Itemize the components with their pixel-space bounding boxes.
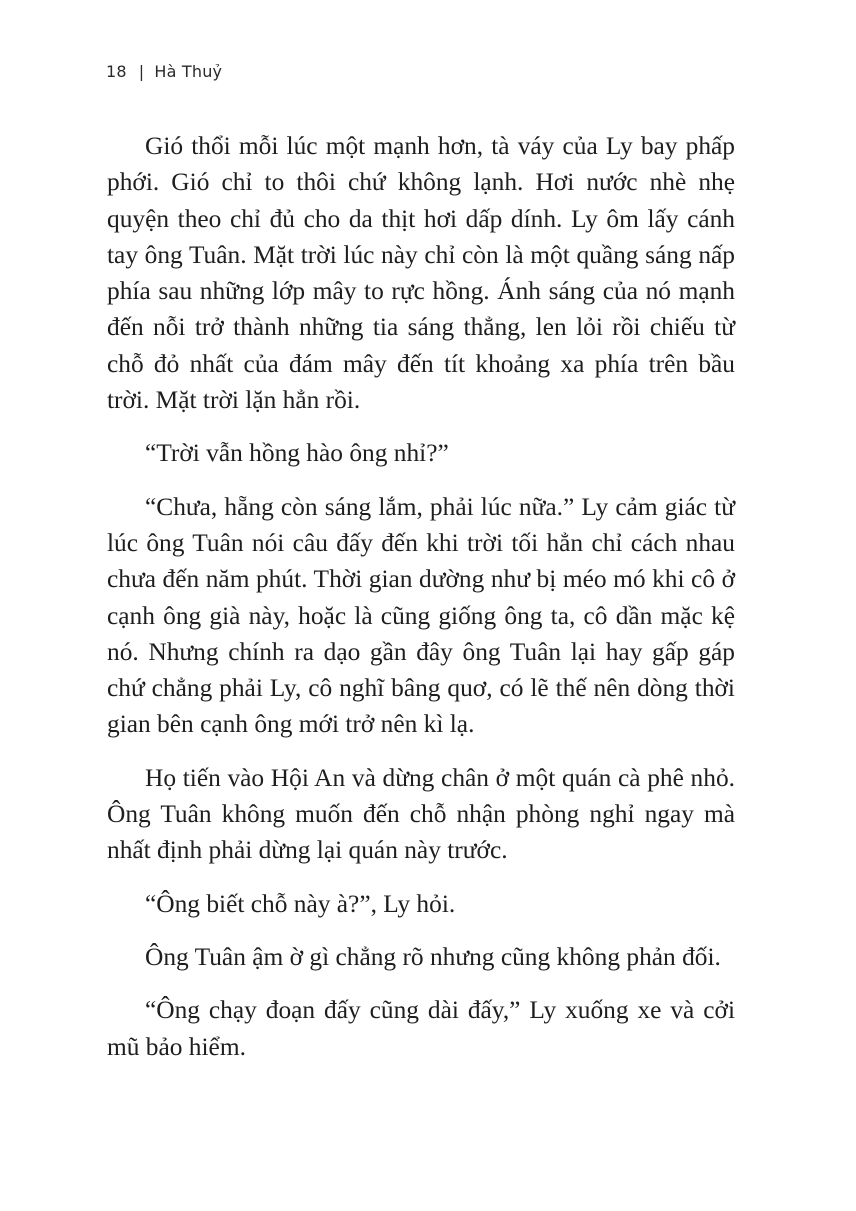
paragraph: “Ông chạy đoạn đấy cũng dài đấy,” Ly xuống xe và cởi mũ bảo hiểm. [107, 996, 735, 1061]
paragraph: “Ông biết chỗ này à?”, Ly hỏi. [145, 889, 456, 918]
paragraph: “Trời vẫn hồng hào ông nhỉ?” [145, 439, 449, 468]
author-name: Hà Thuỷ [154, 62, 223, 81]
paragraph: Gió thổi mỗi lúc một mạnh hơn, tà váy của Ly bay phấp phới. Gió chỉ to thôi chứ không lạnh. Hơi nước nhè nhẹ quyện theo chỉ đủ cho da thịt hơi dấp dính. Ly ôm lấy cánh tay ông Tuân. Mặt trời lúc này chỉ còn là một quầng sáng nấp phía sau những lớp mây to rực hồng. Ánh sáng của nó mạnh đến nỗi trở thành những tia sáng thẳng, len lỏi rồi chiếu từ chỗ đỏ nhất của đám mây đến tít khoảng xa phía trên bầu trời. Mặt trời lặn hẳn rồi. [107, 132, 735, 415]
body-text [107, 128, 735, 1082]
paragraph: Họ tiến vào Hội An và dừng chân ở một quán cà phê nhỏ. Ông Tuân không muốn đến chỗ nhận phòng nghỉ ngay mà nhất định phải dừng lại quán này trước. [107, 763, 735, 865]
page-number: 18 [106, 62, 127, 81]
paragraph: Ông Tuân ậm ờ gì chẳng rõ nhưng cũng không phản đối. [145, 942, 721, 971]
paragraph: “Chưa, hẵng còn sáng lắm, phải lúc nữa.” Ly cảm giác từ lúc ông Tuân nói câu đấy đến khi trời tối hẳn chỉ cách nhau chưa đến năm phút. Thời gian dường như bị méo mó khi cô ở cạnh ông già này, hoặc là cũng giống ông ta, cô dần mặc kệ nó. Nhưng chính ra dạo gần đây ông Tuân lại hay gấp gáp chứ chẳng phải Ly, cô nghĩ bâng quơ, có lẽ thế nên dòng thời gian bên cạnh ông mới trở nên kì lạ. [107, 492, 735, 739]
running-head [106, 62, 222, 81]
header-separator: | [138, 62, 145, 81]
